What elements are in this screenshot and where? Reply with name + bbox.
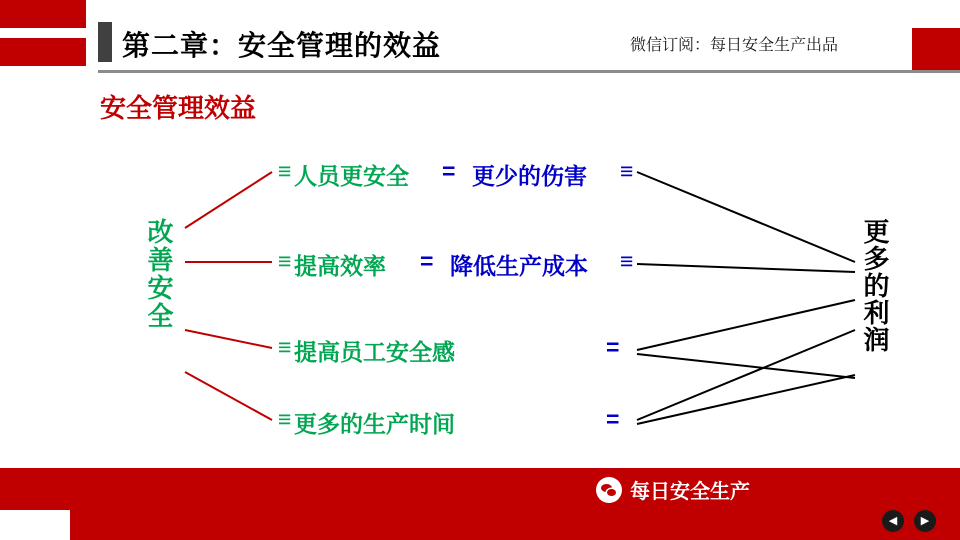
diagram-row-2-effect: 降低生产成本	[450, 253, 588, 279]
diagram-row-1-trailing: ≡	[620, 158, 634, 184]
header-subscription-note: 微信订阅：每日安全生产出品	[630, 37, 839, 54]
diagram-row-1-equals: =	[442, 158, 456, 184]
next-slide-icon[interactable]: ▶	[914, 510, 936, 532]
diagram-row-4-equals: =	[606, 406, 620, 432]
diagram-row-1-cause: 人员更安全	[294, 163, 409, 189]
diagram-row-3-equals: =	[606, 334, 620, 360]
diagram-row-4-cause: 更多的生产时间	[294, 411, 455, 437]
diagram-row-2-bullet: ≡	[278, 248, 292, 274]
header-divider	[98, 70, 960, 73]
section-heading: 安全管理效益	[100, 93, 257, 123]
diagram-row-3-bullet: ≡	[278, 334, 292, 360]
diagram-left-label: 改善安全	[144, 218, 174, 330]
diagram-row-4-bullet: ≡	[278, 406, 292, 432]
header-red-block-right	[912, 28, 960, 70]
footer-wechat-badge	[596, 475, 750, 504]
footer-notch	[0, 510, 70, 540]
diagram-row-1-effect: 更少的伤害	[472, 163, 587, 189]
header-red-block-left-bottom	[0, 38, 86, 66]
slide-nav[interactable]	[882, 510, 936, 532]
page-title: 第二章：安全管理的效益	[122, 30, 442, 61]
diagram-row-2-equals: =	[420, 248, 434, 274]
diagram-row-2-trailing: ≡	[620, 248, 634, 274]
header-red-block-left-top	[0, 0, 86, 28]
diagram-row-2-cause: 提高效率	[294, 253, 386, 279]
diagram-right-label: 更多的利润	[860, 218, 890, 353]
diagram-row-1-bullet: ≡	[278, 158, 292, 184]
title-accent-bar	[98, 22, 112, 62]
prev-slide-icon[interactable]: ◀	[882, 510, 904, 532]
footer-bar	[0, 468, 960, 540]
footer-wechat-label: 每日安全生产	[630, 481, 750, 503]
wechat-icon	[596, 477, 622, 503]
diagram-row-3-cause: 提高员工安全感	[294, 339, 455, 365]
